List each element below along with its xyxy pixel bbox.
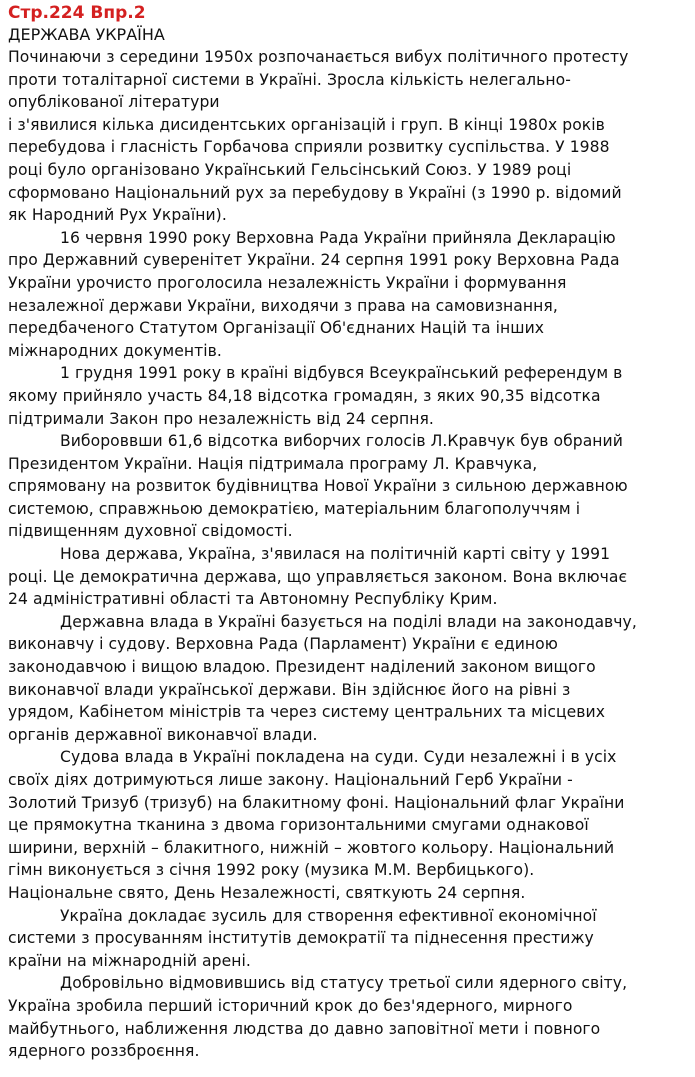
text-line: ядерного роззброєння.	[8, 1042, 200, 1061]
text-line: органів державної виконавчої влади.	[8, 725, 318, 744]
text-line: Україна докладає зусиль для створення ефективної економічної	[60, 906, 597, 925]
paragraph-8	[8, 905, 690, 973]
text-line: країни на міжнародній арені.	[8, 951, 251, 970]
text-line: році було організовано Український Гельсінський Союз. У 1989 році	[8, 160, 572, 179]
paragraph-4	[8, 430, 690, 543]
text-line: системи з просуванням інститутів демократії та піднесення престижу	[8, 929, 594, 948]
text-line: 24 адміністративні області та Автономну Республіку Крим.	[8, 590, 498, 609]
paragraph-9	[8, 972, 690, 1062]
text-line: Починаючи з середини 1950х розпочанається вибух політичного протесту	[8, 48, 629, 66]
text-line: Україна зробила перший історичний крок до без'ядерного, мирного	[8, 996, 573, 1015]
document-page	[8, 2, 690, 1063]
text-line: проти тоталітарної системи в Україні. Зросла кількість нелегально-	[8, 70, 571, 89]
text-line: міжнародних документів.	[8, 341, 222, 360]
text-line: системою, справжньою демократією, матеріальним благополуччям і	[8, 499, 581, 518]
text-line: це прямокутна тканина з двома горизонтальними смугами однакової	[8, 816, 589, 835]
paragraph-7	[8, 746, 690, 904]
text-line: сформовано Національний рух за перебудову в Україні (з 1990 р. відомий	[8, 183, 622, 202]
text-line: Вибороввши 61,6 відсотка виборчих голосів Л.Кравчук був обраний	[60, 432, 623, 451]
text-line: як Народний Рух України).	[8, 206, 227, 225]
paragraph-1	[8, 46, 690, 227]
text-line: 1 грудня 1991 року в країні відбувся Всеукраїнський референдум в	[60, 364, 623, 383]
text-line: майбутнього, наближення людства до давно заповітної мети і повного	[8, 1019, 601, 1038]
text-line: 16 червня 1990 року Верховна Рада України прийняла Декларацію	[60, 228, 616, 247]
text-line: України урочисто проголосила незалежність України і формування	[8, 273, 567, 292]
text-line: якому прийняло участь 84,18 відсотка громадян, з яких 90,35 відсотка	[8, 386, 601, 405]
text-line: Добровільно відмовившись від статусу третьої сили ядерного світу,	[60, 974, 628, 993]
text-line: спрямовану на розвиток будівництва Нової України з сильною державною	[8, 477, 628, 496]
text-line: виконавчої влади української держави. Він здійснює його на рівні з	[8, 680, 571, 699]
text-line: Державна влада в Україні базується на поділі влади на законодавчу,	[60, 612, 637, 631]
paragraph-2	[8, 227, 690, 363]
text-line: Президентом України. Нація підтримала програму Л. Кравчука,	[8, 454, 538, 473]
paragraph-6	[8, 611, 690, 747]
text-line: Нова держава, Україна, з'явилася на політичній карті світу у 1991	[60, 545, 611, 564]
document-title: ДЕРЖАВА УКРАЇНА	[8, 25, 165, 44]
text-line: законодавчою і вищою владою. Президент наділений законом вищого	[8, 658, 596, 677]
text-line: підвищенням духовної свідомості.	[8, 522, 293, 541]
text-line: передбаченого Статутом Організації Об'єднаних Націй та інших	[8, 319, 545, 338]
paragraph-5	[8, 543, 690, 611]
text-line: виконавчу і судову. Верховна Рада (Парламент) України є единою	[8, 635, 558, 654]
exercise-heading: Стр.224 Впр.2	[8, 3, 146, 23]
text-line: році. Це демократична держава, що управляється законом. Вона включає	[8, 567, 628, 586]
paragraph-3	[8, 362, 690, 430]
text-line: Національне свято, День Незалежності, святкують 24 серпня.	[8, 883, 526, 902]
text-line: Золотий Тризуб (тризуб) на блакитному фоні. Національний флаг України	[8, 793, 625, 812]
text-line: своїх діях дотримуються лише закону. Національний Герб України -	[8, 771, 573, 789]
text-line: про Державний суверенітет України. 24 серпня 1991 року Верховна Рада	[8, 251, 620, 270]
text-line: незалежної держави України, виходячи з права на самовизнання,	[8, 296, 558, 315]
text-line: Судова влада в Україні покладена на суди. Суди незалежні і в усіх	[60, 748, 617, 767]
text-line: урядом, Кабінетом міністрів та через систему центральних та місцевих	[8, 703, 605, 722]
text-line: гімн виконується з січня 1992 року (музика М.М. Вербицького).	[8, 861, 535, 880]
text-line: ширини, верхній – блакитного, нижній – жовтого кольору. Національний	[8, 838, 615, 857]
text-line: підтримали Закон про незалежність від 24 серпня.	[8, 409, 434, 428]
text-line: опублікованої літератури	[8, 93, 220, 112]
text-line: перебудова і гласність Горбачова сприяли розвитку суспільства. У 1988	[8, 138, 610, 157]
text-line: і з'явилися кілька дисидентських організацій і груп. В кінці 1980х років	[8, 115, 605, 134]
